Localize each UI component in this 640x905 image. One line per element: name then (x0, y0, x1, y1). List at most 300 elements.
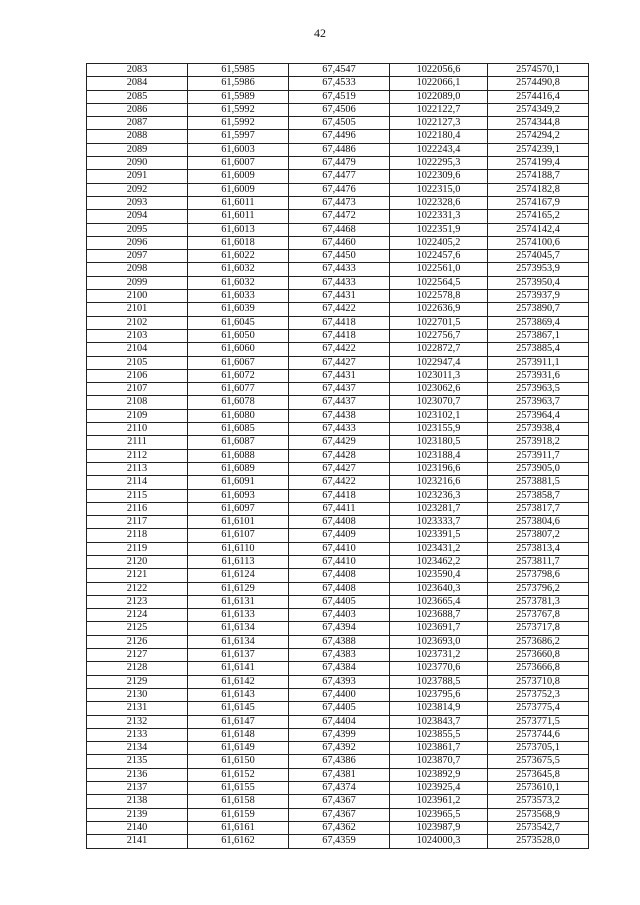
longitude-cell: 67,4405 (289, 702, 390, 715)
longitude-cell: 67,4472 (289, 210, 390, 223)
y-coordinate-cell: 2573675,5 (488, 755, 589, 768)
table-row (87, 423, 589, 436)
y-coordinate-cell: 2574142,4 (488, 223, 589, 236)
y-coordinate-cell: 2573885,4 (488, 343, 589, 356)
point-number-cell: 2083 (87, 64, 188, 77)
latitude-cell: 61,6134 (188, 622, 289, 635)
latitude-cell: 61,6150 (188, 755, 289, 768)
point-number-cell: 2095 (87, 223, 188, 236)
latitude-cell: 61,6060 (188, 343, 289, 356)
x-coordinate-cell: 1023788,5 (390, 675, 488, 688)
longitude-cell: 67,4479 (289, 157, 390, 170)
longitude-cell: 67,4429 (289, 436, 390, 449)
y-coordinate-cell: 2573950,4 (488, 276, 589, 289)
table-row (87, 356, 589, 369)
point-number-cell: 2113 (87, 462, 188, 475)
point-number-cell: 2112 (87, 449, 188, 462)
x-coordinate-cell: 1022127,3 (390, 117, 488, 130)
latitude-cell: 61,6129 (188, 582, 289, 595)
x-coordinate-cell: 1022056,6 (390, 64, 488, 77)
table-row (87, 64, 589, 77)
x-coordinate-cell: 1023965,5 (390, 808, 488, 821)
latitude-cell: 61,6089 (188, 462, 289, 475)
x-coordinate-cell: 1023431,2 (390, 542, 488, 555)
x-coordinate-cell: 1024000,3 (390, 835, 488, 848)
x-coordinate-cell: 1023216,6 (390, 476, 488, 489)
x-coordinate-cell: 1023861,7 (390, 742, 488, 755)
latitude-cell: 61,5986 (188, 77, 289, 90)
point-number-cell: 2138 (87, 795, 188, 808)
point-number-cell: 2105 (87, 356, 188, 369)
x-coordinate-cell: 1023987,9 (390, 821, 488, 834)
point-number-cell: 2118 (87, 529, 188, 542)
latitude-cell: 61,6077 (188, 383, 289, 396)
y-coordinate-cell: 2573911,7 (488, 449, 589, 462)
longitude-cell: 67,4392 (289, 742, 390, 755)
longitude-cell: 67,4383 (289, 649, 390, 662)
table-row (87, 595, 589, 608)
y-coordinate-cell: 2574239,1 (488, 143, 589, 156)
x-coordinate-cell: 1023693,0 (390, 635, 488, 648)
point-number-cell: 2117 (87, 516, 188, 529)
table-row (87, 157, 589, 170)
table-row (87, 835, 589, 848)
x-coordinate-cell: 1023236,3 (390, 489, 488, 502)
y-coordinate-cell: 2573645,8 (488, 768, 589, 781)
longitude-cell: 67,4428 (289, 449, 390, 462)
table-row (87, 662, 589, 675)
latitude-cell: 61,6011 (188, 196, 289, 209)
y-coordinate-cell: 2573937,9 (488, 290, 589, 303)
latitude-cell: 61,6137 (188, 649, 289, 662)
latitude-cell: 61,6013 (188, 223, 289, 236)
point-number-cell: 2102 (87, 316, 188, 329)
table-row (87, 449, 589, 462)
longitude-cell: 67,4422 (289, 303, 390, 316)
y-coordinate-cell: 2574167,9 (488, 196, 589, 209)
y-coordinate-cell: 2573918,2 (488, 436, 589, 449)
longitude-cell: 67,4374 (289, 782, 390, 795)
longitude-cell: 67,4422 (289, 343, 390, 356)
table-row (87, 622, 589, 635)
latitude-cell: 61,6003 (188, 143, 289, 156)
longitude-cell: 67,4437 (289, 396, 390, 409)
x-coordinate-cell: 1023062,6 (390, 383, 488, 396)
table-row (87, 303, 589, 316)
point-number-cell: 2127 (87, 649, 188, 662)
longitude-cell: 67,4422 (289, 476, 390, 489)
x-coordinate-cell: 1023731,2 (390, 649, 488, 662)
latitude-cell: 61,6078 (188, 396, 289, 409)
y-coordinate-cell: 2573717,8 (488, 622, 589, 635)
y-coordinate-cell: 2573710,8 (488, 675, 589, 688)
latitude-cell: 61,6011 (188, 210, 289, 223)
latitude-cell: 61,6141 (188, 662, 289, 675)
point-number-cell: 2130 (87, 688, 188, 701)
latitude-cell: 61,6080 (188, 409, 289, 422)
table-row (87, 489, 589, 502)
longitude-cell: 67,4408 (289, 569, 390, 582)
x-coordinate-cell: 1023870,7 (390, 755, 488, 768)
longitude-cell: 67,4418 (289, 489, 390, 502)
y-coordinate-cell: 2573807,2 (488, 529, 589, 542)
table-row (87, 542, 589, 555)
latitude-cell: 61,6155 (188, 782, 289, 795)
point-number-cell: 2115 (87, 489, 188, 502)
table-row (87, 263, 589, 276)
longitude-cell: 67,4505 (289, 117, 390, 130)
latitude-cell: 61,6093 (188, 489, 289, 502)
longitude-cell: 67,4473 (289, 196, 390, 209)
longitude-cell: 67,4384 (289, 662, 390, 675)
latitude-cell: 61,6159 (188, 808, 289, 821)
longitude-cell: 67,4393 (289, 675, 390, 688)
latitude-cell: 61,6101 (188, 516, 289, 529)
latitude-cell: 61,6143 (188, 688, 289, 701)
y-coordinate-cell: 2573781,3 (488, 595, 589, 608)
table-row (87, 409, 589, 422)
x-coordinate-cell: 1023333,7 (390, 516, 488, 529)
point-number-cell: 2094 (87, 210, 188, 223)
latitude-cell: 61,6148 (188, 728, 289, 741)
y-coordinate-cell: 2573964,4 (488, 409, 589, 422)
longitude-cell: 67,4359 (289, 835, 390, 848)
table-row (87, 529, 589, 542)
latitude-cell: 61,6087 (188, 436, 289, 449)
longitude-cell: 67,4468 (289, 223, 390, 236)
point-number-cell: 2108 (87, 396, 188, 409)
latitude-cell: 61,6032 (188, 263, 289, 276)
table-row (87, 210, 589, 223)
table-row (87, 582, 589, 595)
x-coordinate-cell: 1023391,5 (390, 529, 488, 542)
table-row (87, 436, 589, 449)
point-number-cell: 2098 (87, 263, 188, 276)
x-coordinate-cell: 1023843,7 (390, 715, 488, 728)
y-coordinate-cell: 2574344,8 (488, 117, 589, 130)
y-coordinate-cell: 2573953,9 (488, 263, 589, 276)
latitude-cell: 61,6091 (188, 476, 289, 489)
table-row (87, 782, 589, 795)
point-number-cell: 2101 (87, 303, 188, 316)
latitude-cell: 61,6124 (188, 569, 289, 582)
longitude-cell: 67,4431 (289, 290, 390, 303)
x-coordinate-cell: 1023102,1 (390, 409, 488, 422)
longitude-cell: 67,4399 (289, 728, 390, 741)
table-row (87, 90, 589, 103)
point-number-cell: 2087 (87, 117, 188, 130)
page-number: 42 (314, 26, 326, 40)
point-number-cell: 2140 (87, 821, 188, 834)
point-number-cell: 2129 (87, 675, 188, 688)
point-number-cell: 2121 (87, 569, 188, 582)
latitude-cell: 61,6085 (188, 423, 289, 436)
longitude-cell: 67,4438 (289, 409, 390, 422)
y-coordinate-cell: 2573666,8 (488, 662, 589, 675)
x-coordinate-cell: 1022636,9 (390, 303, 488, 316)
y-coordinate-cell: 2574416,4 (488, 90, 589, 103)
longitude-cell: 67,4386 (289, 755, 390, 768)
coordinates-table (86, 63, 589, 849)
longitude-cell: 67,4418 (289, 316, 390, 329)
x-coordinate-cell: 1023691,7 (390, 622, 488, 635)
longitude-cell: 67,4431 (289, 369, 390, 382)
table-row (87, 555, 589, 568)
point-number-cell: 2116 (87, 502, 188, 515)
y-coordinate-cell: 2573798,6 (488, 569, 589, 582)
y-coordinate-cell: 2573858,7 (488, 489, 589, 502)
x-coordinate-cell: 1022328,6 (390, 196, 488, 209)
latitude-cell: 61,6147 (188, 715, 289, 728)
longitude-cell: 67,4533 (289, 77, 390, 90)
x-coordinate-cell: 1022122,7 (390, 103, 488, 116)
y-coordinate-cell: 2573542,7 (488, 821, 589, 834)
table-row (87, 821, 589, 834)
latitude-cell: 61,6088 (188, 449, 289, 462)
y-coordinate-cell: 2573705,1 (488, 742, 589, 755)
y-coordinate-cell: 2573568,9 (488, 808, 589, 821)
latitude-cell: 61,6032 (188, 276, 289, 289)
x-coordinate-cell: 1023462,2 (390, 555, 488, 568)
latitude-cell: 61,6133 (188, 609, 289, 622)
table-row (87, 688, 589, 701)
x-coordinate-cell: 1022315,0 (390, 183, 488, 196)
y-coordinate-cell: 2573938,4 (488, 423, 589, 436)
y-coordinate-cell: 2573881,5 (488, 476, 589, 489)
table-row (87, 635, 589, 648)
latitude-cell: 61,6067 (188, 356, 289, 369)
longitude-cell: 67,4381 (289, 768, 390, 781)
y-coordinate-cell: 2574294,2 (488, 130, 589, 143)
latitude-cell: 61,6110 (188, 542, 289, 555)
point-number-cell: 2131 (87, 702, 188, 715)
point-number-cell: 2114 (87, 476, 188, 489)
x-coordinate-cell: 1022756,7 (390, 329, 488, 342)
longitude-cell: 67,4408 (289, 516, 390, 529)
x-coordinate-cell: 1023180,5 (390, 436, 488, 449)
longitude-cell: 67,4388 (289, 635, 390, 648)
point-number-cell: 2089 (87, 143, 188, 156)
y-coordinate-cell: 2573867,1 (488, 329, 589, 342)
x-coordinate-cell: 1023155,9 (390, 423, 488, 436)
point-number-cell: 2110 (87, 423, 188, 436)
latitude-cell: 61,6009 (188, 170, 289, 183)
y-coordinate-cell: 2573767,8 (488, 609, 589, 622)
latitude-cell: 61,6007 (188, 157, 289, 170)
longitude-cell: 67,4506 (289, 103, 390, 116)
table-row (87, 276, 589, 289)
latitude-cell: 61,5997 (188, 130, 289, 143)
longitude-cell: 67,4400 (289, 688, 390, 701)
point-number-cell: 2084 (87, 77, 188, 90)
coordinates-table-body (87, 64, 589, 849)
latitude-cell: 61,6072 (188, 369, 289, 382)
latitude-cell: 61,6009 (188, 183, 289, 196)
y-coordinate-cell: 2574490,8 (488, 77, 589, 90)
point-number-cell: 2126 (87, 635, 188, 648)
table-row (87, 795, 589, 808)
latitude-cell: 61,6018 (188, 236, 289, 249)
longitude-cell: 67,4362 (289, 821, 390, 834)
x-coordinate-cell: 1022243,4 (390, 143, 488, 156)
x-coordinate-cell: 1022331,3 (390, 210, 488, 223)
longitude-cell: 67,4450 (289, 250, 390, 263)
x-coordinate-cell: 1022180,4 (390, 130, 488, 143)
table-row (87, 183, 589, 196)
latitude-cell: 61,6113 (188, 555, 289, 568)
y-coordinate-cell: 2574100,6 (488, 236, 589, 249)
longitude-cell: 67,4476 (289, 183, 390, 196)
longitude-cell: 67,4477 (289, 170, 390, 183)
longitude-cell: 67,4460 (289, 236, 390, 249)
point-number-cell: 2141 (87, 835, 188, 848)
x-coordinate-cell: 1023961,2 (390, 795, 488, 808)
table-row (87, 143, 589, 156)
point-number-cell: 2090 (87, 157, 188, 170)
latitude-cell: 61,6045 (188, 316, 289, 329)
x-coordinate-cell: 1022066,1 (390, 77, 488, 90)
x-coordinate-cell: 1022089,0 (390, 90, 488, 103)
point-number-cell: 2088 (87, 130, 188, 143)
y-coordinate-cell: 2573905,0 (488, 462, 589, 475)
y-coordinate-cell: 2573963,5 (488, 383, 589, 396)
table-row (87, 502, 589, 515)
longitude-cell: 67,4433 (289, 263, 390, 276)
latitude-cell: 61,6161 (188, 821, 289, 834)
table-row (87, 343, 589, 356)
point-number-cell: 2099 (87, 276, 188, 289)
table-row (87, 649, 589, 662)
x-coordinate-cell: 1023196,6 (390, 462, 488, 475)
latitude-cell: 61,5989 (188, 90, 289, 103)
table-row (87, 250, 589, 263)
longitude-cell: 67,4410 (289, 542, 390, 555)
point-number-cell: 2128 (87, 662, 188, 675)
table-row (87, 516, 589, 529)
point-number-cell: 2106 (87, 369, 188, 382)
table-row (87, 223, 589, 236)
y-coordinate-cell: 2573752,3 (488, 688, 589, 701)
x-coordinate-cell: 1023281,7 (390, 502, 488, 515)
table-row (87, 609, 589, 622)
x-coordinate-cell: 1022564,5 (390, 276, 488, 289)
longitude-cell: 67,4418 (289, 329, 390, 342)
x-coordinate-cell: 1022701,5 (390, 316, 488, 329)
x-coordinate-cell: 1023925,4 (390, 782, 488, 795)
table-row (87, 117, 589, 130)
table-row (87, 236, 589, 249)
longitude-cell: 67,4408 (289, 582, 390, 595)
point-number-cell: 2119 (87, 542, 188, 555)
latitude-cell: 61,6134 (188, 635, 289, 648)
y-coordinate-cell: 2573660,8 (488, 649, 589, 662)
point-number-cell: 2123 (87, 595, 188, 608)
table-row (87, 462, 589, 475)
table-row (87, 77, 589, 90)
point-number-cell: 2125 (87, 622, 188, 635)
table-row (87, 476, 589, 489)
x-coordinate-cell: 1022947,4 (390, 356, 488, 369)
y-coordinate-cell: 2573869,4 (488, 316, 589, 329)
longitude-cell: 67,4367 (289, 808, 390, 821)
point-number-cell: 2091 (87, 170, 188, 183)
point-number-cell: 2104 (87, 343, 188, 356)
latitude-cell: 61,6039 (188, 303, 289, 316)
longitude-cell: 67,4403 (289, 609, 390, 622)
x-coordinate-cell: 1023814,9 (390, 702, 488, 715)
table-row (87, 316, 589, 329)
y-coordinate-cell: 2573804,6 (488, 516, 589, 529)
x-coordinate-cell: 1023688,7 (390, 609, 488, 622)
latitude-cell: 61,6152 (188, 768, 289, 781)
latitude-cell: 61,6097 (188, 502, 289, 515)
latitude-cell: 61,6162 (188, 835, 289, 848)
longitude-cell: 67,4409 (289, 529, 390, 542)
longitude-cell: 67,4427 (289, 356, 390, 369)
point-number-cell: 2136 (87, 768, 188, 781)
x-coordinate-cell: 1022351,9 (390, 223, 488, 236)
x-coordinate-cell: 1023770,6 (390, 662, 488, 675)
latitude-cell: 61,6050 (188, 329, 289, 342)
longitude-cell: 67,4437 (289, 383, 390, 396)
longitude-cell: 67,4404 (289, 715, 390, 728)
point-number-cell: 2139 (87, 808, 188, 821)
table-row (87, 715, 589, 728)
point-number-cell: 2120 (87, 555, 188, 568)
x-coordinate-cell: 1023011,3 (390, 369, 488, 382)
table-row (87, 103, 589, 116)
point-number-cell: 2103 (87, 329, 188, 342)
point-number-cell: 2124 (87, 609, 188, 622)
x-coordinate-cell: 1022578,8 (390, 290, 488, 303)
longitude-cell: 67,4394 (289, 622, 390, 635)
x-coordinate-cell: 1023795,6 (390, 688, 488, 701)
latitude-cell: 61,6033 (188, 290, 289, 303)
y-coordinate-cell: 2573528,0 (488, 835, 589, 848)
latitude-cell: 61,5992 (188, 117, 289, 130)
latitude-cell: 61,5992 (188, 103, 289, 116)
latitude-cell: 61,6158 (188, 795, 289, 808)
longitude-cell: 67,4433 (289, 276, 390, 289)
latitude-cell: 61,6145 (188, 702, 289, 715)
x-coordinate-cell: 1023590,4 (390, 569, 488, 582)
x-coordinate-cell: 1023855,5 (390, 728, 488, 741)
table-row (87, 808, 589, 821)
point-number-cell: 2122 (87, 582, 188, 595)
y-coordinate-cell: 2573890,7 (488, 303, 589, 316)
point-number-cell: 2111 (87, 436, 188, 449)
table-row (87, 369, 589, 382)
x-coordinate-cell: 1022309,6 (390, 170, 488, 183)
x-coordinate-cell: 1023640,3 (390, 582, 488, 595)
y-coordinate-cell: 2573817,7 (488, 502, 589, 515)
x-coordinate-cell: 1022561,0 (390, 263, 488, 276)
x-coordinate-cell: 1023892,9 (390, 768, 488, 781)
longitude-cell: 67,4496 (289, 130, 390, 143)
point-number-cell: 2109 (87, 409, 188, 422)
point-number-cell: 2097 (87, 250, 188, 263)
table-row (87, 675, 589, 688)
latitude-cell: 61,6149 (188, 742, 289, 755)
table-row (87, 728, 589, 741)
point-number-cell: 2092 (87, 183, 188, 196)
y-coordinate-cell: 2573744,6 (488, 728, 589, 741)
point-number-cell: 2132 (87, 715, 188, 728)
point-number-cell: 2100 (87, 290, 188, 303)
y-coordinate-cell: 2573686,2 (488, 635, 589, 648)
table-row (87, 396, 589, 409)
y-coordinate-cell: 2573911,1 (488, 356, 589, 369)
